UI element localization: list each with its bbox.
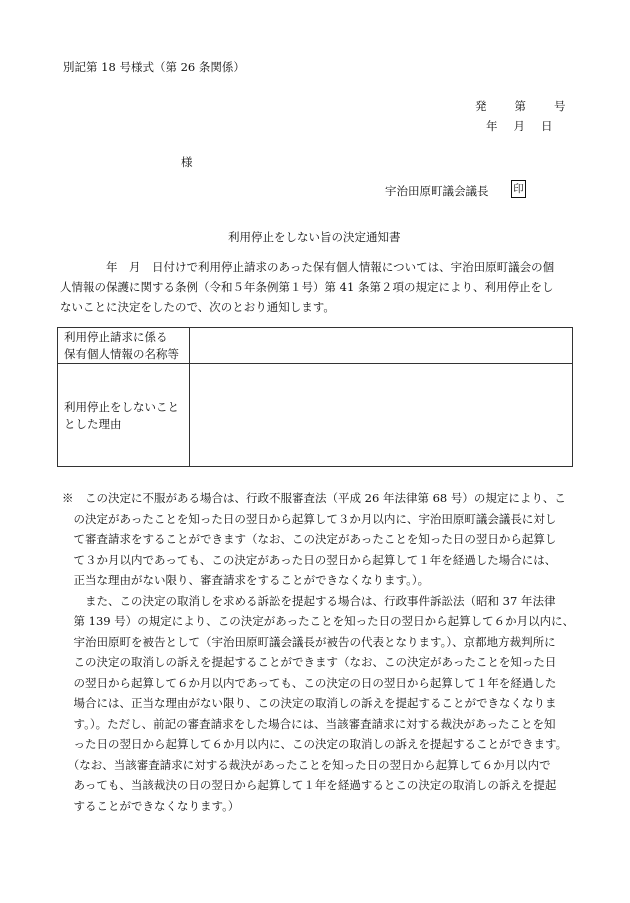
note-line: の決定があったことを知った日の翌日から起算して３か月以内に、宇治田原町議会議長に対し (62, 511, 557, 526)
note-line: この決定の取消しの訴えを提起することができます（なお、この決定があったことを知った日 (62, 655, 557, 669)
label-line: とした理由 (64, 417, 122, 431)
note-line: ※ この決定に不服がある場合は、行政不服審査法（平成 26 年法律第 68 号）の規定により、こ (62, 491, 566, 505)
intro-line: 年 月 日付けで利用停止請求のあった保有個人情報については、宇治田原町議会の個 (60, 260, 555, 274)
table-row-divider (58, 363, 572, 364)
note-line: す。）。ただし、前記の審査請求をした場合には、当該審査請求に対する裁決があったことを知 (62, 716, 556, 731)
issue-date-char: 日 (541, 119, 553, 133)
issue-number-field (475, 101, 566, 113)
note-line: また、この決定の取消しを求める訴訟を提起する場合は、行政事件訴訟法（昭和 37 年法律 (62, 593, 556, 608)
note-line: て審査請求をすることができます（なお、この決定があったことを知った日の翌日から起算し (62, 532, 557, 546)
issue-date-char: 年 (486, 119, 498, 133)
intro-line: 人情報の保護に関する条例（令和５年条例第１号）第 41 条第２項の規定により、利用停止をし (60, 280, 554, 294)
issue-date-char: 月 (513, 119, 525, 133)
note-line: （なお、当該審査請求に対する裁決があったことを知った日の翌日から起算して６か月以内で (62, 757, 551, 772)
form-number: 別記第 18 号様式（第 26 条関係） (63, 60, 245, 74)
note-line: 宇治田原町を被告として（宇治田原町議会議長が被告の代表となります。）、京都地方裁判所に (62, 634, 556, 649)
intro-paragraph (60, 257, 580, 317)
intro-line: ないことに決定をしたので、次のとおり通知します。 (60, 300, 335, 314)
note-line: て３か月以内であっても、この決定があった日の翌日から起算して１年を経過した場合には、 (62, 552, 557, 567)
label-line: 利用停止をしないこと (64, 400, 179, 414)
label-line: 保有個人情報の名称等 (64, 347, 179, 361)
document-title: 利用停止をしない旨の決定通知書 (228, 230, 401, 244)
issue-number-char: 号 (554, 99, 566, 113)
row-label-info-name (64, 329, 179, 363)
note-line: することができなくなります。） (62, 798, 240, 813)
note-line: 第 139 号）の規定により、この決定があったことを知った日の翌日から起算して６か月以内に、 (62, 614, 575, 628)
note-line: あっても、当該裁決の日の翌日から起算して１年を経過するとこの決定の取消しの訴えを提起 (62, 778, 557, 792)
issue-date-field (486, 121, 553, 133)
label-line: 利用停止請求に係る (64, 330, 168, 344)
note-line: 場合には、正当な理由がない限り、この決定の取消しの訴えを提起することができなくなりま (62, 696, 557, 710)
details-table (57, 327, 573, 467)
issue-number-char: 発 (475, 99, 487, 113)
note-line: の翌日から起算して６か月以内であっても、この決定の日の翌日から起算して１年を経過した (62, 675, 557, 690)
note-line: 正当な理由がない限り、審査請求をすることができなくなります。）。 (62, 573, 430, 587)
seal-mark: 印 (511, 180, 526, 198)
row-label-reason (64, 399, 179, 433)
issuer-title: 宇治田原町議会議長 (385, 184, 489, 198)
issue-number-char: 第 (514, 99, 526, 113)
appeal-notes (62, 488, 582, 816)
note-line: った日の翌日から起算して６か月以内に、この決定の取消しの訴えを提起することができます。 (62, 737, 568, 751)
table-column-divider (189, 328, 190, 466)
addressee-honorific: 様 (181, 155, 193, 169)
